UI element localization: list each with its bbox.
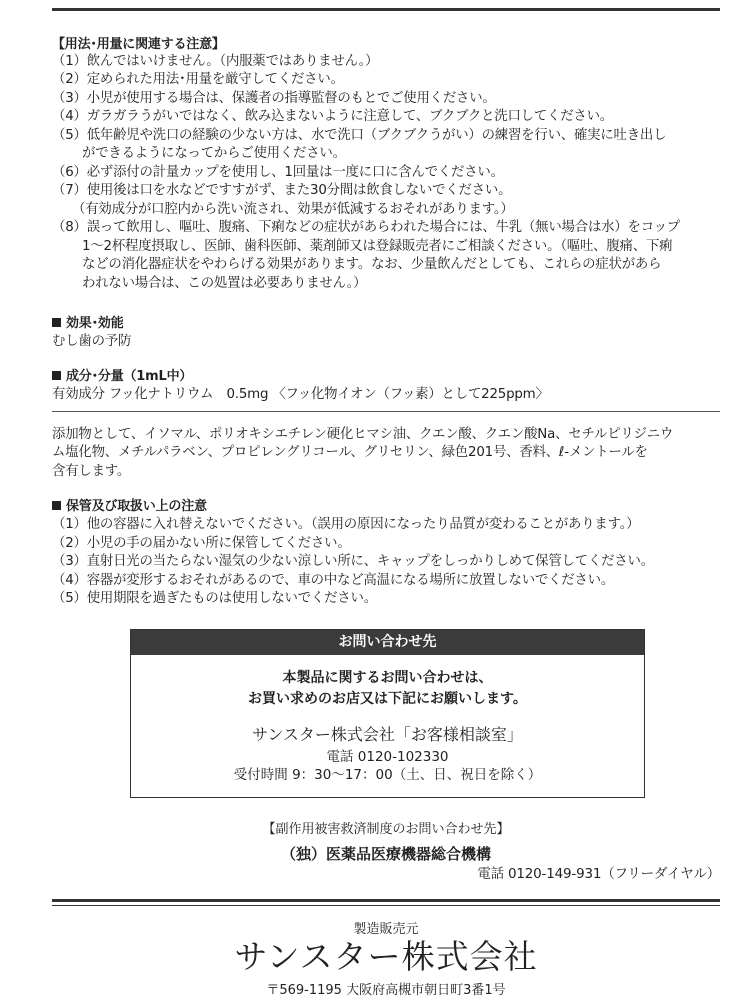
usage-item: 1～2杯程度摂取し、医師、歯科医師、薬剤師又は登録販売者にご相談ください。（嘔吐、腹痛、下痢: [82, 239, 673, 254]
usage-item: （2）定められた用法･用量を厳守してください。: [52, 72, 344, 87]
contact-heading: お問い合わせ先: [131, 630, 644, 655]
maker-address: 〒569-1195 大阪府高槻市朝日町3番1号: [266, 983, 506, 998]
storage-item: （4）容器が変形するおそれがあるので、車の中など高温になる場所に放置しないでください。: [52, 573, 615, 588]
storage-heading-row: [52, 498, 207, 516]
contact-company: サンスター株式会社「お客様相談室」: [252, 725, 523, 744]
footer-rule-top: [52, 899, 720, 902]
ingredients-heading: 成分･分量（1mL中）: [66, 369, 193, 384]
ingredients-divider: [52, 411, 720, 412]
usage-item: （7）使用後は口を水などですすがず、また30分間は飲食しないでください。: [52, 183, 512, 198]
active-ingredient: 有効成分 フッ化ナトリウム 0.5mg 〈フッ化物イオン（フッ素）として225ppm〉: [52, 387, 549, 402]
storage-item: （1）他の容器に入れ替えないでください。（誤用の原因になったり品質が変わることがあります。）: [52, 517, 640, 532]
usage-item: （4）ガラガラうがいではなく、飲み込まないように注意して、ブクブクと洗口してください。: [52, 109, 613, 124]
storage-heading: 保管及び取扱い上の注意: [66, 499, 207, 514]
ingredients-heading-row: [52, 368, 192, 386]
storage-item: （3）直射日光の当たらない湿気の少ない涼しい所に、キャップをしっかりしめて保管してください。: [52, 554, 654, 569]
usage-item: （有効成分が口腔内から洗い流され、効果が低減するおそれがあります。）: [72, 202, 514, 217]
relief-heading: 【副作用被害救済制度のお問い合わせ先】: [262, 822, 510, 837]
usage-item: （1）飲んではいけません。（内服薬ではありません。）: [52, 54, 379, 69]
contact-hours: 受付時間 9：30～17：00（土、日、祝日を除く）: [233, 767, 542, 783]
footer-rule-bottom: [52, 905, 720, 906]
contact-phone: 電話 0120-102330: [326, 749, 449, 765]
usage-item: ができるようになってからご使用ください。: [82, 146, 346, 161]
maker-label: 製造販売元: [353, 922, 419, 937]
relief-phone: 電話 0120-149-931（フリーダイヤル）: [477, 866, 720, 882]
efficacy-text: むし歯の予防: [52, 334, 132, 349]
usage-item: （6）必ず添付の計量カップを使用し、1回量は一度に口に含んでください。: [52, 165, 504, 180]
contact-line: お買い求めのお店又は下記にお願いします。: [248, 691, 527, 707]
storage-item: （2）小児の手の届かない所に保管してください。: [52, 536, 351, 551]
additives-line: ム塩化物、メチルパラベン、プロピレングリコール、グリセリン、緑色201号、香料、ℓ-メントールを: [52, 445, 648, 460]
usage-item: われない場合は、この処置は必要ありません。）: [82, 276, 367, 291]
efficacy-heading: 効果･効能: [66, 316, 124, 331]
square-bullet-icon: [52, 501, 61, 510]
usage-heading: 【用法･用量に関連する注意】: [52, 37, 225, 52]
relief-organization: （独）医薬品医療機器総合機構: [280, 845, 491, 863]
contact-line: 本製品に関するお問い合わせは、: [282, 670, 493, 686]
usage-item: などの消化器症状をやわらげる効果があります。なお、少量飲んだとしても、これらの症状があら: [82, 257, 662, 272]
additives-line: 含有します。: [52, 464, 131, 479]
contact-box: [130, 629, 645, 798]
additives-line: 添加物として、イソマル、ポリオキシエチレン硬化ヒマシ油、クエン酸、クエン酸Na、セチルピリジニウ: [52, 427, 674, 442]
top-rule: [52, 8, 720, 11]
square-bullet-icon: [52, 318, 61, 327]
usage-item: （5）低年齢児や洗口の経験の少ない方は、水で洗口（ブクブクうがい）の練習を行い、確実に吐き出し: [52, 128, 667, 143]
square-bullet-icon: [52, 371, 61, 380]
efficacy-heading-row: [52, 315, 124, 333]
usage-item: （3）小児が使用する場合は、保護者の指導監督のもとでご使用ください。: [52, 91, 496, 106]
storage-item: （5）使用期限を過ぎたものは使用しないでください。: [52, 591, 377, 606]
maker-company: サンスター株式会社: [234, 937, 538, 976]
usage-item: （8）誤って飲用し、嘔吐、腹痛、下痢などの症状があらわれた場合には、牛乳（無い場合は水）をコップ: [52, 220, 681, 235]
